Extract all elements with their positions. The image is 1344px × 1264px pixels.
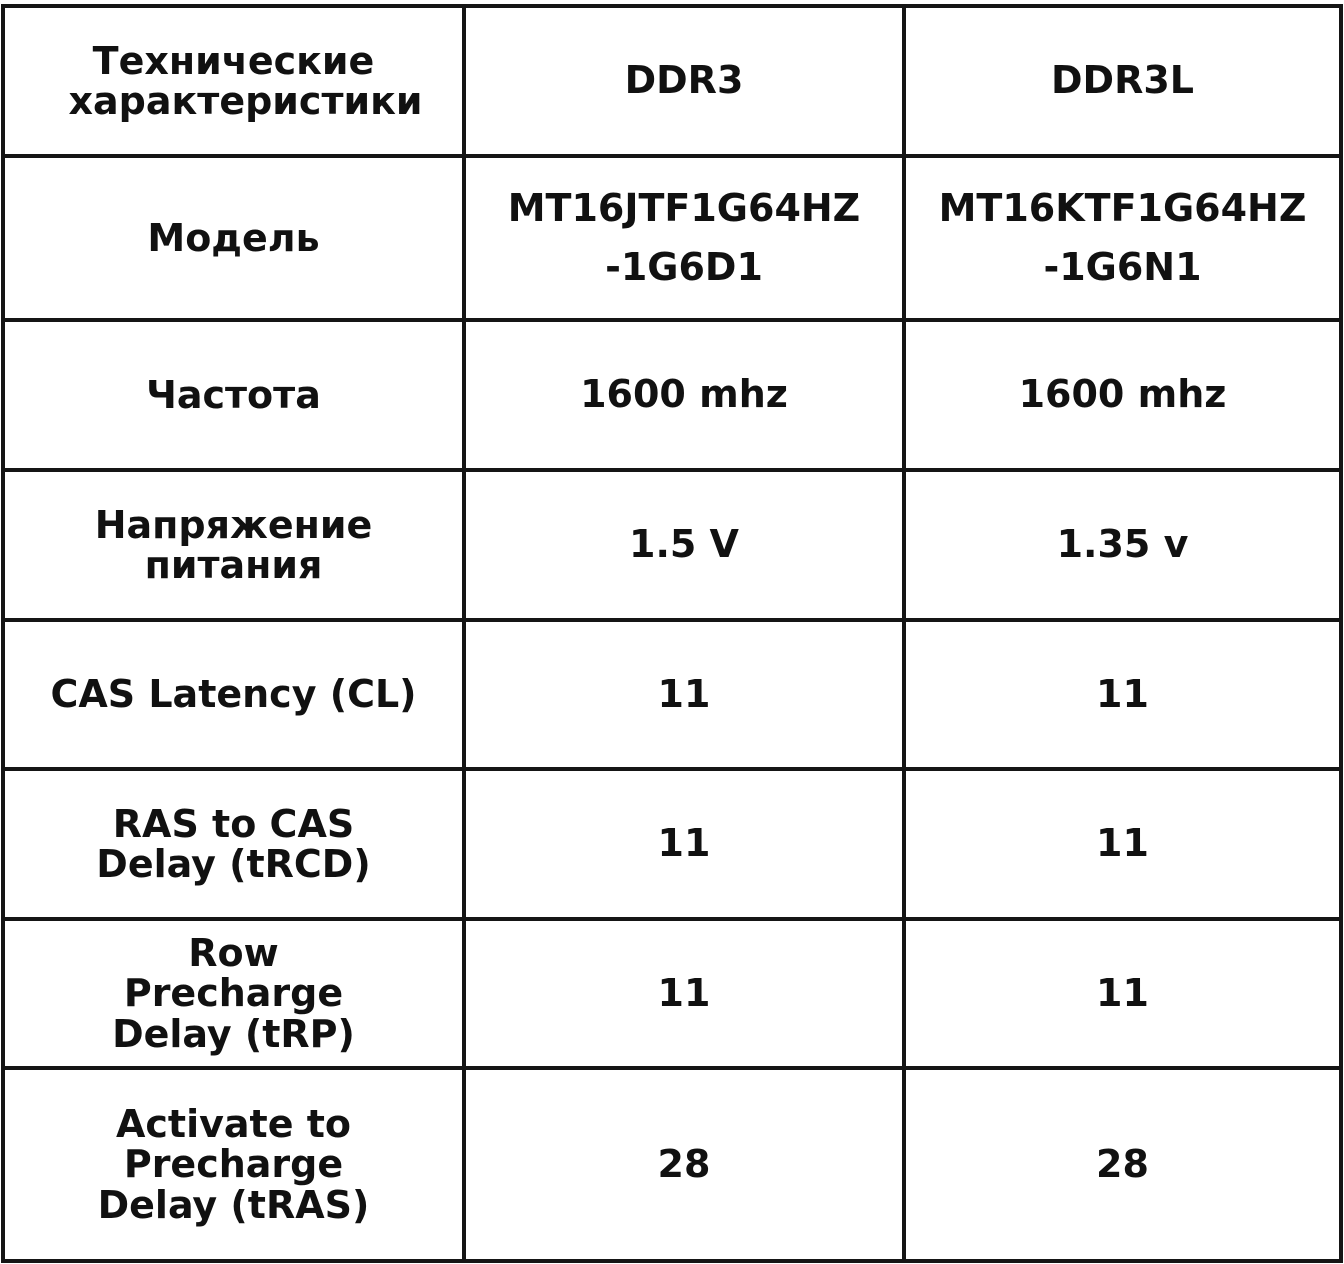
cell-ddr3-tras: 28 [464, 1068, 904, 1261]
row-label-trp-text: Row Precharge Delay (tRP) [112, 931, 355, 1056]
cell-ddr3l-voltage: 1.35 v [904, 470, 1341, 620]
table-row-frequency [3, 320, 1341, 470]
table-row-tras [3, 1068, 1341, 1261]
table-row-cas-latency [3, 620, 1341, 769]
row-label-frequency: Частота [3, 320, 464, 470]
row-label-voltage [3, 470, 464, 620]
header-characteristics [3, 6, 464, 156]
row-label-model: Модель [3, 156, 464, 320]
row-label-voltage-text: Напряжение питания [94, 502, 373, 587]
header-row [3, 6, 1341, 156]
spec-comparison-table [1, 4, 1343, 1263]
row-label-tras [3, 1068, 464, 1261]
table-row-trcd [3, 769, 1341, 919]
cell-ddr3-voltage: 1.5 V [464, 470, 904, 620]
row-label-trcd [3, 769, 464, 919]
row-label-trp [3, 919, 464, 1068]
cell-ddr3l-frequency: 1600 mhz [904, 320, 1341, 470]
cell-ddr3-trp: 11 [464, 919, 904, 1068]
row-label-tras-text: Activate to Precharge Delay (tRAS) [97, 1102, 370, 1227]
table-row-voltage [3, 470, 1341, 620]
cell-ddr3l-tras: 28 [904, 1068, 1341, 1261]
cell-ddr3l-cas-latency: 11 [904, 620, 1341, 769]
cell-ddr3-model-text: MT16JTF1G64HZ-1G6D1 [507, 186, 861, 289]
table-row-model [3, 156, 1341, 320]
header-ddr3l: DDR3L [904, 6, 1341, 156]
cell-ddr3-frequency: 1600 mhz [464, 320, 904, 470]
cell-ddr3-cas-latency: 11 [464, 620, 904, 769]
cell-ddr3l-model-text: MT16KTF1G64HZ-1G6N1 [938, 186, 1307, 289]
row-label-trcd-text: RAS to CAS Delay (tRCD) [96, 801, 371, 886]
cell-ddr3l-trcd: 11 [904, 769, 1341, 919]
header-characteristics-text: Технические характеристики [68, 38, 423, 123]
cell-ddr3-model [464, 156, 904, 320]
cell-ddr3l-trp: 11 [904, 919, 1341, 1068]
cell-ddr3l-model [904, 156, 1341, 320]
row-label-cas-latency: CAS Latency (CL) [3, 620, 464, 769]
header-ddr3: DDR3 [464, 6, 904, 156]
table-row-trp [3, 919, 1341, 1068]
cell-ddr3-trcd: 11 [464, 769, 904, 919]
